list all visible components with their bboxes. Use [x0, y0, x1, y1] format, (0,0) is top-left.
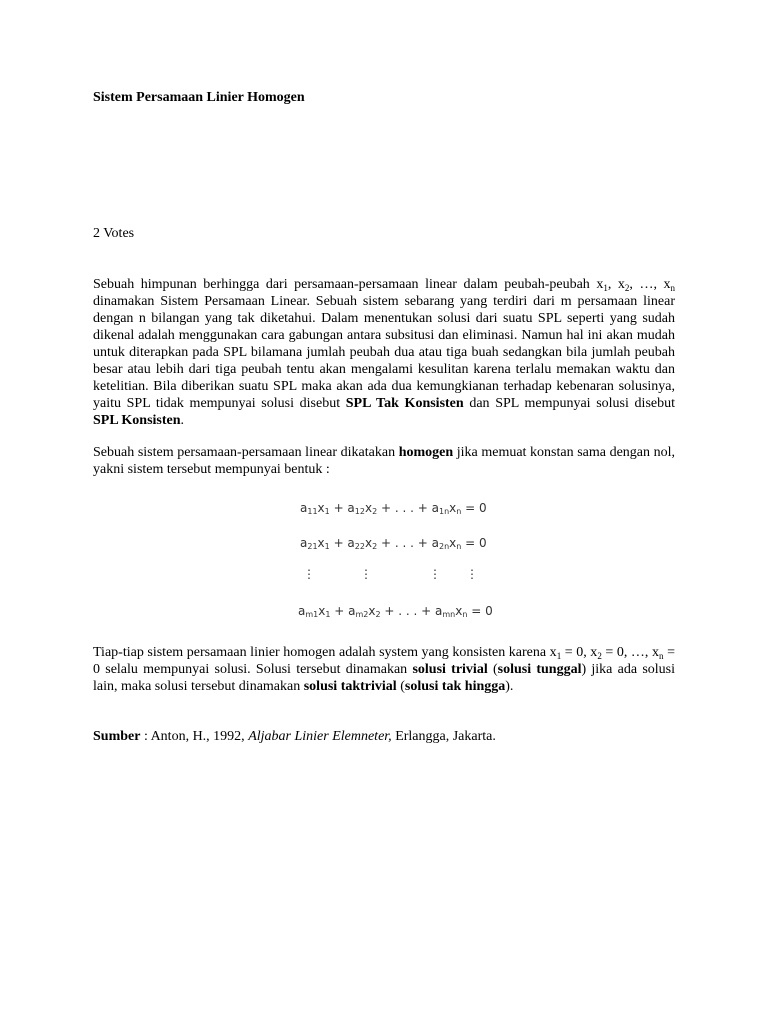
op: + . . . + a	[380, 604, 443, 618]
op: + a	[330, 604, 356, 618]
var: x	[364, 536, 373, 550]
subscript: m1	[305, 610, 319, 619]
text: .	[180, 413, 185, 428]
subscript: 1	[324, 542, 330, 551]
text: , x	[607, 277, 625, 292]
equation-row-2	[300, 536, 490, 550]
vdots: ⋮	[360, 567, 372, 581]
coef: a	[300, 536, 308, 550]
text: jika memuat konstan sama dengan nol, yakni sistem tersebut mempunyai bentuk :	[93, 445, 675, 477]
op: = 0	[461, 501, 487, 515]
coef: a	[298, 604, 306, 618]
source-citation	[93, 728, 496, 745]
book-title: Aljabar Linier Elemneter,	[248, 729, 392, 744]
op: + a	[329, 501, 355, 515]
text: Sebuah himpunan berhingga dari persamaan-persamaan linear dalam peubah-peubah x	[93, 277, 604, 292]
var: x	[318, 604, 326, 618]
coef: a	[300, 501, 308, 515]
text: (	[396, 679, 405, 694]
text: dinamakan Sistem Persamaan Linear. Sebuah sistem sebarang yang terdiri dari m persamaan linear dengan n bilangan yang tak diketahui. Dalam menentukan solusi dari suatu SPL seperti yang sudah dikenal adalah menggunakan cara gabungan antara subsitusi dan eliminasi. Namun hal ini akan mudah untuk diterapkan pada SPL bilamana jumlah peubah dua atau tiga buah sedangkan bila jumlah peubah besar atau lebih dari tiga peubah tentu akan mengalami kesulitan karena terlalu memakan waktu dan ketelitian. Bila diberikan suatu SPL maka akan ada dua kemungkianan terhadap kebenaran solusinya, yaitu SPL tidak mempunyai solusi disebut	[93, 294, 675, 411]
subscript: n	[462, 610, 468, 619]
subscript: n	[456, 542, 462, 551]
op: + a	[329, 536, 355, 550]
var: x	[317, 536, 325, 550]
subscript: 22	[354, 542, 365, 551]
vdots: ⋮	[303, 567, 315, 581]
term-solusi-trivial: solusi trivial	[412, 662, 488, 677]
subscript: 1	[324, 507, 330, 516]
var: x	[317, 501, 325, 515]
subscript: 1	[556, 651, 562, 661]
subscript: 2	[624, 283, 630, 293]
vdots: ⋮	[466, 567, 478, 581]
subscript: 12	[354, 507, 365, 516]
var: x	[364, 501, 373, 515]
term-spl-tak-konsisten: SPL Tak Konsisten	[345, 396, 464, 411]
subscript: 2	[375, 610, 381, 619]
text: Erlangga, Jakarta.	[391, 729, 496, 744]
text: = 0, x	[561, 645, 598, 660]
var: x	[455, 604, 463, 618]
subscript: n	[659, 651, 664, 661]
text: : Anton, H., 1992,	[140, 729, 249, 744]
var: x	[449, 501, 457, 515]
text: , …, x	[629, 277, 671, 292]
text: ) jika ada solusi lain, maka solusi tersebut dinamakan	[93, 662, 675, 694]
term-solusi-taktrivial: solusi taktrivial	[303, 679, 397, 694]
text: ).	[505, 679, 514, 694]
subscript: 1	[603, 283, 608, 293]
paragraph-homogen	[93, 444, 675, 478]
op: + . . . + a	[377, 501, 439, 515]
subscript: 1n	[438, 507, 450, 516]
subscript: mn	[442, 610, 456, 619]
text: (	[487, 662, 498, 677]
document-title: Sistem Persamaan Linier Homogen	[93, 90, 305, 105]
text: Sebuah sistem persamaan-persamaan linear dikatakan	[93, 445, 399, 460]
text: Tiap-tiap sistem persamaan linier homogen adalah system yang konsisten karena x	[93, 645, 557, 660]
term-spl-konsisten: SPL Konsisten	[93, 413, 181, 428]
subscript: n	[670, 283, 676, 293]
subscript: 2	[372, 507, 378, 516]
equation-row-1	[300, 501, 490, 515]
subscript: m2	[355, 610, 369, 619]
var: x	[368, 604, 376, 618]
subscript: 1	[325, 610, 331, 619]
votes-count: 2 Votes	[93, 226, 135, 241]
subscript: 21	[307, 542, 318, 551]
op: = 0	[467, 604, 493, 618]
text: dan SPL mempunyai solusi disebut	[463, 396, 675, 411]
op: = 0	[461, 536, 487, 550]
subscript: n	[456, 507, 462, 516]
vdots: ⋮	[429, 567, 441, 581]
paragraph-trivial	[93, 644, 675, 695]
subscript: 2	[372, 542, 378, 551]
text: = 0, …, x	[601, 645, 660, 660]
subscript: 2	[597, 651, 602, 661]
text: = 0 selalu mempunyai solusi. Solusi tersebut dinamakan	[93, 645, 675, 677]
paragraph-intro	[93, 276, 675, 429]
subscript: 11	[307, 507, 318, 516]
source-label: Sumber	[93, 729, 141, 744]
subscript: 2n	[438, 542, 450, 551]
term-solusi-tak-hingga: solusi tak hingga	[404, 679, 506, 694]
var: x	[449, 536, 457, 550]
op: + . . . + a	[377, 536, 439, 550]
equation-row-m	[298, 604, 493, 619]
term-solusi-tunggal: solusi tunggal	[497, 662, 582, 677]
term-homogen: homogen	[398, 445, 454, 460]
